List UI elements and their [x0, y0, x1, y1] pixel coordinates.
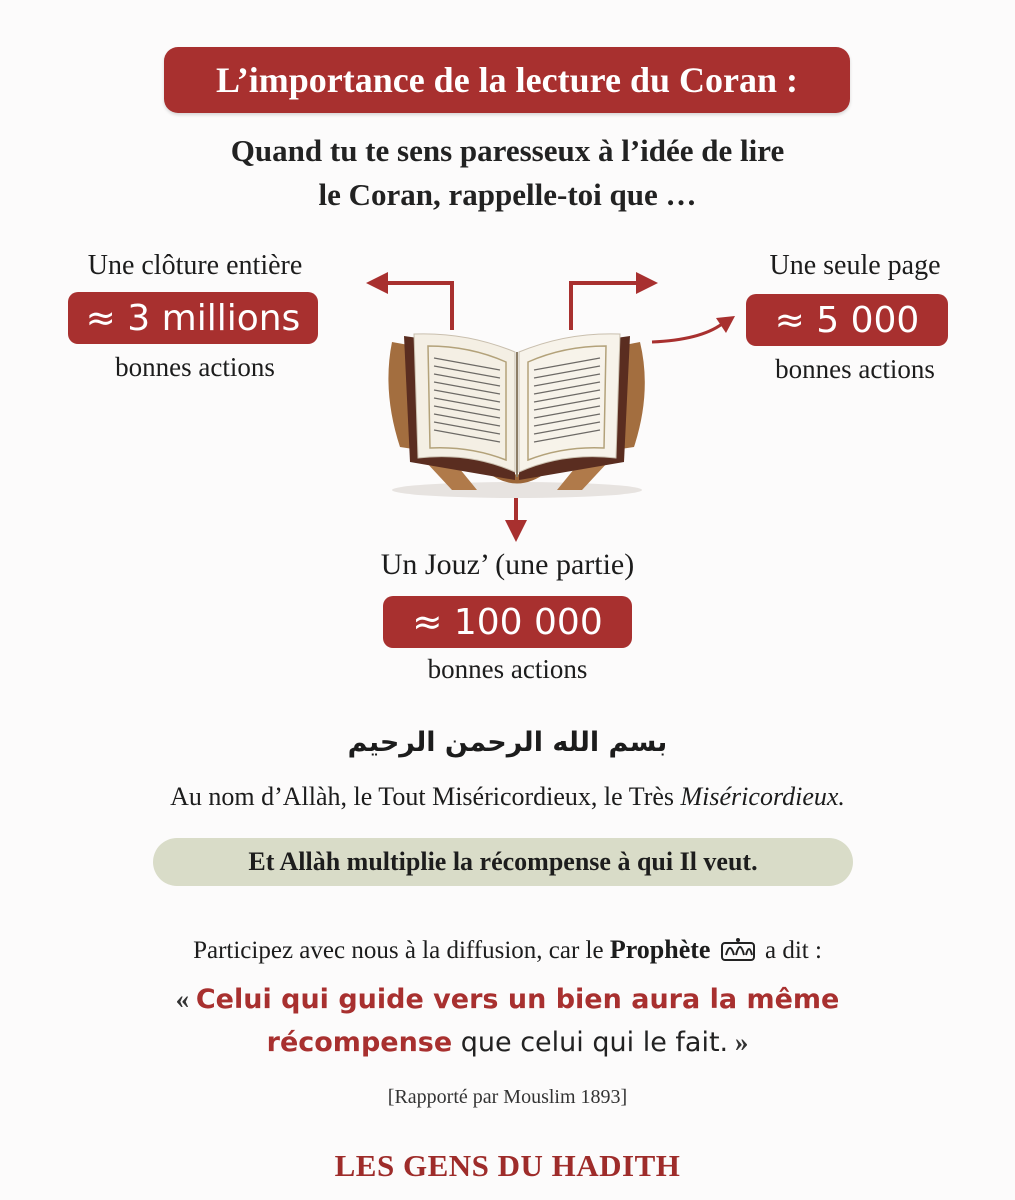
hadith-intro	[0, 935, 1015, 965]
hadith-intro-after: a dit :	[758, 937, 822, 964]
arrow-head-left	[366, 272, 388, 294]
quote-open-mark: «	[175, 984, 196, 1014]
hadith-quote-line-2	[0, 1021, 1015, 1064]
basmala-translation-italic: Miséricordieux.	[680, 782, 845, 811]
hadith-quote	[0, 978, 1015, 1064]
hadith-quote-line-1	[0, 978, 1015, 1021]
page-title: L’importance de la lecture du Coran :	[164, 47, 850, 113]
hadith-quote-red-2: récompense	[266, 1027, 453, 1058]
quote-close-mark: »	[728, 1027, 749, 1057]
page-value-badge: ≈ 5 000	[746, 294, 948, 346]
multiplier-banner: Et Allàh multiplie la récompense à qui Il veut.	[153, 838, 853, 886]
juz-value-badge: ≈ 100 000	[383, 596, 632, 648]
prophet-label: Prophète	[609, 935, 711, 964]
basmala-arabic: بسم الله الرحمن الرحيم	[347, 727, 668, 758]
juz-unit: bonnes actions	[427, 654, 588, 684]
juz-label: Un Jouz’ (une partie)	[380, 548, 635, 581]
arrow-head-right	[636, 272, 658, 294]
hadith-intro-before: Participez avec nous à la diffusion, car le	[193, 937, 610, 964]
footer-brand: LES GENS DU HADITH	[334, 1148, 681, 1183]
intro-line-1: Quand tu te sens paresseux à l’idée de lire	[230, 133, 785, 168]
quran-on-rehal-icon	[372, 312, 662, 502]
hadith-quote-red-1: Celui qui guide vers un bien aura la même	[195, 984, 840, 1015]
basmala-translation	[0, 782, 1015, 812]
khatm-label: Une clôture entière	[87, 250, 303, 281]
hadith-quote-rest: que celui qui le fait.	[452, 1027, 729, 1058]
arrow-head-down	[505, 520, 527, 542]
arrow-curve-page	[652, 324, 722, 342]
khatm-value-badge: ≈ 3 millions	[68, 292, 318, 344]
hadith-source: [Rapporté par Mouslim 1893]	[387, 1086, 628, 1108]
page-label: Une seule page	[769, 250, 941, 281]
khatm-unit: bonnes actions	[115, 352, 275, 382]
basmala-translation-main: Au nom d’Allàh, le Tout Miséricordieux, le Très	[170, 782, 681, 811]
salawat-seal-icon	[721, 937, 755, 961]
page-unit: bonnes actions	[775, 354, 935, 384]
intro-line-2: le Coran, rappelle-toi que …	[318, 177, 697, 212]
